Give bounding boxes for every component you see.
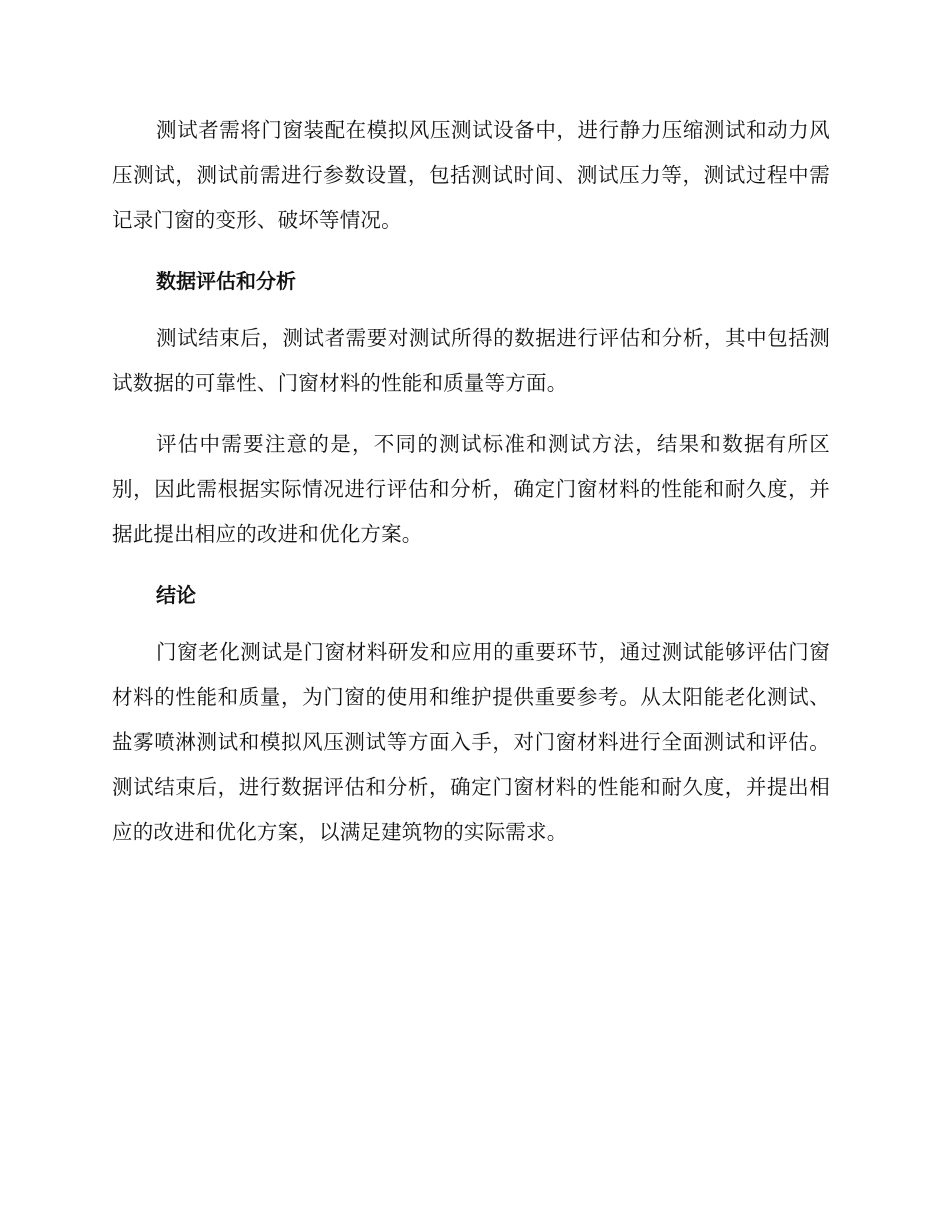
paragraph-conclusion: 门窗老化测试是门窗材料研发和应用的重要环节，通过测试能够评估门窗材料的性能和质量，为门窗的使用和维护提供重要参考。从太阳能老化测试、盐雾喷淋测试和模拟风压测试等方面入手，对门窗材料进行全面测试和评估。测试结束后，进行数据评估和分析，确定门窗材料的性能和耐久度，并提出相应的改进和优化方案，以满足建筑物的实际需求。 bbox=[112, 640, 830, 844]
section-heading-conclusion: 结论 bbox=[156, 583, 196, 607]
section-heading-data-analysis: 数据评估和分析 bbox=[156, 269, 296, 293]
paragraph-data-evaluation: 测试结束后，测试者需要对测试所得的数据进行评估和分析，其中包括测试数据的可靠性、门窗材料的性能和质量等方面。 bbox=[112, 326, 830, 395]
paragraph-evaluation-notes: 评估中需要注意的是，不同的测试标准和测试方法，结果和数据有所区别，因此需根据实际情况进行评估和分析，确定门窗材料的性能和耐久度，并据此提出相应的改进和优化方案。 bbox=[112, 432, 830, 546]
paragraph-wind-pressure-test: 测试者需将门窗装配在模拟风压测试设备中，进行静力压缩测试和动力风压测试，测试前需进行参数设置，包括测试时间、测试压力等，测试过程中需记录门窗的变形、破坏等情况。 bbox=[112, 118, 830, 232]
document-page bbox=[112, 108, 830, 871]
